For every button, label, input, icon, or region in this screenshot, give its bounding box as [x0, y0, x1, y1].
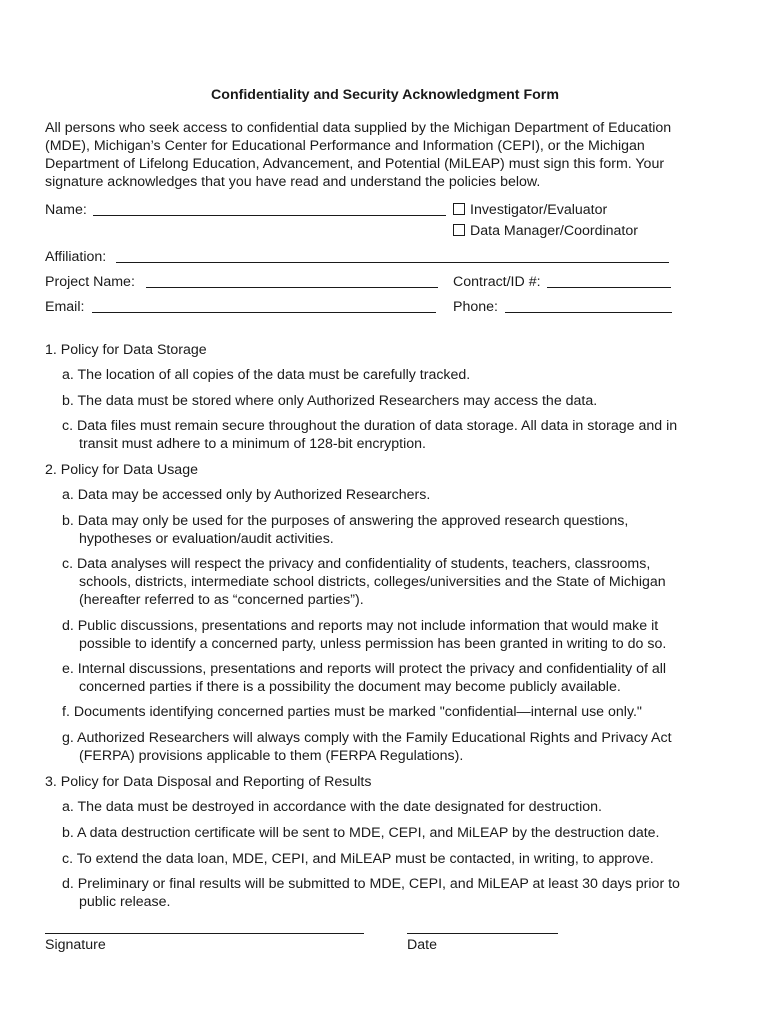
- policy-item-line: transit must adhere to a minimum of 128-bit encryption.: [79, 436, 426, 452]
- policy-item-line: possible to identify a concerned party, unless permission has been granted in writing to do so.: [79, 636, 667, 652]
- date-label: Date: [407, 937, 437, 953]
- policy-item: [62, 512, 732, 548]
- policy-item-line: public release.: [79, 894, 171, 910]
- phone-label: Phone:: [453, 299, 498, 315]
- policy-heading: 2. Policy for Data Usage: [45, 462, 198, 478]
- policy-item: [62, 486, 732, 504]
- policy-item: [62, 392, 732, 410]
- email-field[interactable]: [92, 312, 436, 313]
- signature-label: Signature: [45, 937, 106, 953]
- policy-item-line: b. The data must be stored where only Authorized Researchers may access the data.: [62, 393, 598, 409]
- policy-item: [62, 555, 732, 609]
- investigator-label: Investigator/Evaluator: [470, 202, 608, 218]
- policy-item: [62, 703, 732, 721]
- intro-paragraph: [45, 119, 735, 191]
- policy-item-line: b. A data destruction certificate will be sent to MDE, CEPI, and MiLEAP by the destruction date.: [62, 825, 660, 841]
- phone-field[interactable]: [505, 312, 672, 313]
- contract-id-label: Contract/ID #:: [453, 274, 541, 290]
- role-option-investigator[interactable]: [453, 201, 607, 219]
- policy-item: [62, 729, 732, 765]
- policy-item-line: c. To extend the data loan, MDE, CEPI, and MiLEAP must be contacted, in writing, to approve.: [62, 851, 654, 867]
- investigator-checkbox[interactable]: [453, 203, 465, 215]
- policy-item-line: a. Data may be accessed only by Authorized Researchers.: [62, 487, 431, 503]
- form-title: Confidentiality and Security Acknowledgment Form: [211, 87, 559, 103]
- policy-item-line: d. Preliminary or final results will be submitted to MDE, CEPI, and MiLEAP at least 30 days prior to: [62, 876, 680, 892]
- policy-item-line: c. Data files must remain secure throughout the duration of data storage. All data in storage and in: [62, 418, 678, 434]
- policy-item: [62, 850, 732, 868]
- affiliation-field[interactable]: [116, 262, 669, 263]
- policy-item-line: hypotheses or evaluation/audit activities.: [79, 531, 334, 547]
- policy-item: [62, 824, 732, 842]
- policy-heading: 1. Policy for Data Storage: [45, 342, 207, 358]
- policy-item-line: concerned parties if there is a possibility the document may become publicly available.: [79, 679, 621, 695]
- policy-item-line: d. Public discussions, presentations and reports may not include information that would make it: [62, 618, 659, 634]
- affiliation-label: Affiliation:: [45, 249, 107, 265]
- policy-item-line: schools, districts, intermediate school districts, colleges/universities and the State of Michigan: [79, 574, 666, 590]
- intro-line: All persons who seek access to confidential data supplied by the Michigan Department of Education: [45, 120, 672, 136]
- name-field[interactable]: [93, 215, 446, 216]
- data-manager-checkbox[interactable]: [453, 224, 465, 236]
- intro-line: signature acknowledges that you have read and understand the policies below.: [45, 174, 541, 190]
- contract-id-field[interactable]: [547, 287, 671, 288]
- policy-item-line: g. Authorized Researchers will always comply with the Family Educational Rights and Privacy Act: [62, 730, 672, 746]
- signature-field[interactable]: [45, 933, 364, 934]
- data-manager-label: Data Manager/Coordinator: [470, 223, 638, 239]
- policy-heading: 3. Policy for Data Disposal and Reporting of Results: [45, 774, 372, 790]
- policy-item-line: f. Documents identifying concerned parties must be marked "confidential—internal use only.": [62, 704, 642, 720]
- policy-item: [62, 617, 732, 653]
- policy-item-line: (hereafter referred to as “concerned parties”).: [79, 592, 364, 608]
- policy-item: [62, 417, 732, 453]
- intro-line: Department of Lifelong Education, Advancement, and Potential (MiLEAP) must sign this form. Your: [45, 156, 665, 172]
- policy-item-line: (FERPA) provisions applicable to them (FERPA Regulations).: [79, 748, 464, 764]
- project-name-field[interactable]: [146, 287, 438, 288]
- project-name-label: Project Name:: [45, 274, 135, 290]
- policy-item-line: b. Data may only be used for the purposes of answering the approved research questions,: [62, 513, 629, 529]
- policy-item: [62, 875, 732, 911]
- policy-item: [62, 366, 732, 384]
- date-field[interactable]: [407, 933, 558, 934]
- email-label: Email:: [45, 299, 85, 315]
- policy-item: [62, 660, 732, 696]
- policy-item-line: a. The location of all copies of the data must be carefully tracked.: [62, 367, 471, 383]
- policy-item: [62, 798, 732, 816]
- policy-item-line: c. Data analyses will respect the privacy and confidentiality of students, teachers, classrooms,: [62, 556, 651, 572]
- role-option-data-manager[interactable]: [453, 222, 638, 240]
- policy-item-line: e. Internal discussions, presentations and reports will protect the privacy and confidentiality of all: [62, 661, 667, 677]
- name-label: Name:: [45, 202, 87, 218]
- intro-line: (MDE), Michigan’s Center for Educational Performance and Information (CEPI), or the Michigan: [45, 138, 645, 154]
- policy-item-line: a. The data must be destroyed in accordance with the date designated for destruction.: [62, 799, 602, 815]
